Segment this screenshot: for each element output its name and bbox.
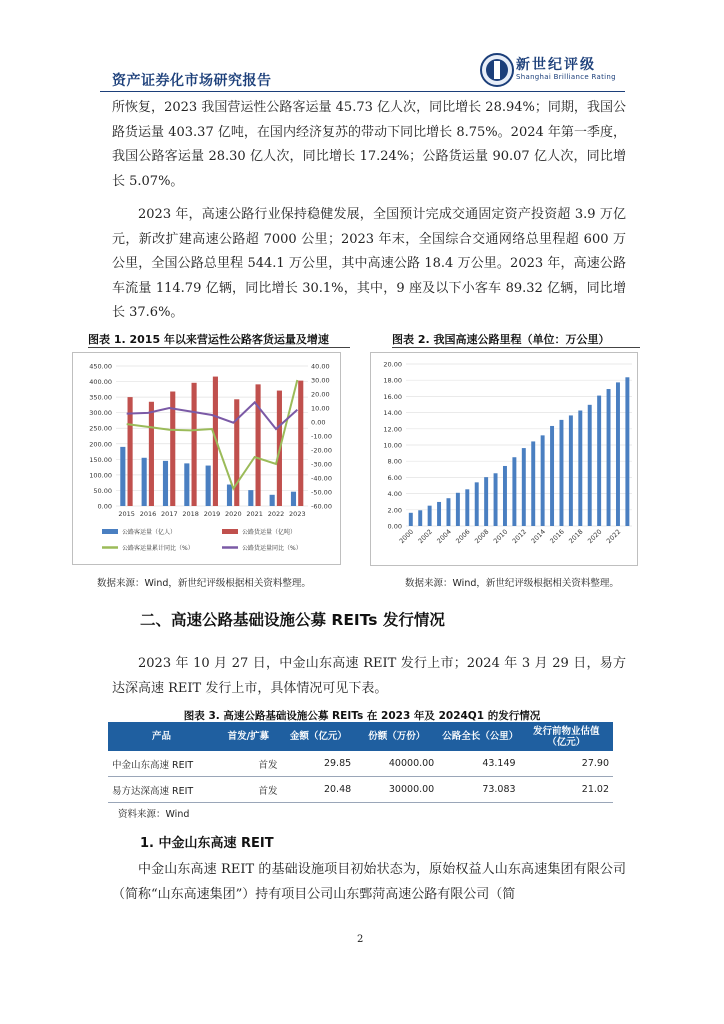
bar [437,502,441,526]
y-tick-label: 18.00 [383,376,402,385]
table-cell: 易方达深高速 REIT [108,777,215,803]
bar [227,485,232,506]
bar [597,396,601,526]
figure2-chart [370,352,638,566]
y2-tick-label: 20.00 [311,390,330,399]
y2-tick-label: -60.00 [311,502,332,511]
legend-label: 公路货运量（亿吨） [242,529,297,536]
x-tick-label: 2012 [510,527,529,546]
y-tick-label: 8.00 [387,457,402,466]
legend-swatch [222,529,238,534]
page-number: 2 [357,934,364,945]
bar [550,426,554,526]
x-tick-label: 2023 [289,510,306,518]
bar [409,513,413,526]
bar [270,495,275,506]
section-paragraph: 2023 年 10 月 27 日，中金山东高速 REIT 发行上市；2024 年 3 月 29 日，易方达深高速 REIT 发行上市，具体情况可见下表。 [112,656,626,696]
x-tick-label: 2017 [161,510,178,518]
x-tick-label: 2018 [182,510,199,518]
x-tick-label: 2020 [225,510,242,518]
table-title: 图表 3. 高速公路基础设施公募 REITs 在 2023 年及 2024Q1 的发行情况 [183,710,541,722]
figure1-chart [72,352,342,566]
y-tick-label: 6.00 [387,473,402,482]
bar [206,466,211,506]
figure1-title: 图表 1. 2015 年以来营运性公路客货运量及增速 [88,333,329,346]
y2-tick-label: -50.00 [311,488,332,497]
bar [291,492,296,506]
bar [625,377,629,526]
bar [142,458,147,506]
y-tick-label: 10.00 [383,441,402,450]
table-cell: 中金山东高速 REIT [108,751,215,777]
y-tick-label: 150.00 [89,455,112,464]
bar [503,466,507,526]
y-tick-label: 20.00 [383,360,402,369]
bar [475,482,479,526]
bar [163,461,168,506]
table-header-text: 发行前物业估值（亿元） [533,725,600,748]
bar [298,381,303,506]
y-tick-label: 4.00 [387,490,402,499]
y-tick-label: 100.00 [89,471,112,480]
bar [456,493,460,526]
y-tick-label: 2.00 [387,506,402,515]
table-header-text: 份额（万份） [368,731,426,742]
table-header [520,722,613,751]
table-row [108,751,613,777]
table-cell: 73.083 [438,777,519,803]
legend-label: 公路客运量累计同比（%） [122,545,194,552]
brand-name-cn: 新世纪评级 [516,57,596,73]
bar [192,383,197,506]
table-header-text: 公路全长（公里） [442,731,519,742]
paragraph-highway: 2023 年，高速公路行业保持稳健发展，全国预计完成交通固定资产投资超 3.9 万亿元，新改扩建高速公路超 7000 公里；2023 年末，全国综合交通网络总里程超 600 万公里，全国公路总里程 544.1 万公里，其中高速公路 18.4 万公里。2023 年，高速公路车流量 114.79 亿辆，同比增长 30.1%，其中，9 座及以下小客车 89.32 亿辆，同比增长 37.6%。 [112,207,626,320]
figure2-rule [392,347,640,348]
table-cell: 首发 [215,751,281,777]
table-cell: 30000.00 [355,777,438,803]
subsection-paragraph: 中金山东高速 REIT 的基础设施项目初始状态为，原始权益人山东高速集团有限公司（简称“山东高速集团”）持有项目公司山东鄄菏高速公路有限公司（简 [112,862,626,902]
table-cell: 20.48 [282,777,356,803]
table-header-text: 金额（亿元） [289,731,347,742]
x-tick-label: 2016 [548,527,566,546]
table-header [355,722,438,751]
x-tick-label: 2022 [267,510,285,518]
y-tick-label: 50.00 [93,486,112,495]
table-cell: 40000.00 [355,751,438,777]
bar [234,399,239,506]
bar [248,490,253,506]
paragraph-freight: 所恢复，2023 我国营运性公路客运量 45.73 亿人次，同比增长 28.94%；同期，我国公路货运量 403.37 亿吨，在国内经济复苏的带动下同比增长 8.75%。2024 年第一季度，我国公路客运量 28.30 亿人次，同比增长 17.24%；公路货运量 90.07 亿人次，同比增长 5.07%。 [112,100,626,189]
y-tick-label: 450.00 [89,362,112,371]
x-tick-label: 2019 [203,510,221,518]
table-row [108,777,613,803]
y2-tick-label: 0.00 [311,418,326,427]
y2-tick-label: 10.00 [311,404,330,413]
y-tick-label: 0.00 [387,522,402,531]
x-tick-label: 2000 [397,527,416,546]
bar [607,389,611,526]
x-tick-label: 2002 [416,527,434,546]
header-divider [100,91,625,92]
y-tick-label: 400.00 [89,378,112,387]
figure1-rule [88,347,350,348]
table-header-row [108,722,613,751]
bar [616,382,620,526]
bar [588,405,592,526]
bar [149,402,154,506]
x-tick-label: 2006 [454,527,472,546]
y-tick-label: 0.00 [97,502,112,511]
x-tick-label: 2014 [529,527,547,546]
legend-swatch [102,529,118,534]
x-tick-label: 2022 [604,527,623,546]
bar [446,498,450,526]
figure2-source: 数据来源：Wind，新世纪评级根据相关资料整理。 [405,578,619,589]
figure2-title: 图表 2. 我国高速公路里程（单位：万公里） [392,333,610,346]
y2-tick-label: -30.00 [311,460,332,469]
y-tick-label: 200.00 [89,440,112,449]
x-tick-label: 2008 [473,527,491,546]
y-tick-label: 14.00 [383,409,402,418]
bar [428,506,432,526]
table-source: 资料来源：Wind [118,809,190,820]
bar [541,435,545,526]
bar [256,384,261,506]
y2-tick-label: -10.00 [311,432,332,441]
y-tick-label: 12.00 [383,425,402,434]
x-tick-label: 2004 [435,527,453,546]
table-cell: 首发 [215,777,281,803]
bar [512,457,516,526]
bar [569,415,573,526]
x-tick-label: 2021 [246,510,263,518]
y2-tick-label: 30.00 [311,376,330,385]
table-cell: 21.02 [520,777,613,803]
brand-logo-icon [480,53,514,87]
bar [184,463,189,506]
y-tick-label: 16.00 [383,392,402,401]
table-cell: 27.90 [520,751,613,777]
x-tick-label: 2015 [118,510,135,518]
y2-tick-label: 40.00 [311,362,330,371]
legend-label: 公路客运量（亿人） [122,529,177,536]
y-tick-label: 250.00 [89,424,112,433]
legend-label: 公路货运量同比（%） [242,545,302,552]
brand-name-en: Shanghai Brilliance Rating [516,73,616,81]
table-cell: 43.149 [438,751,519,777]
bar [120,447,125,506]
bar [418,510,422,526]
y2-tick-label: -40.00 [311,474,332,483]
bar [484,477,488,526]
x-tick-label: 2020 [586,527,604,546]
report-title: 资产证券化市场研究报告 [112,73,272,89]
bar [559,420,563,526]
x-tick-label: 2018 [567,527,585,546]
y-tick-label: 350.00 [89,393,112,402]
y2-tick-label: -20.00 [311,446,332,455]
figure1-source: 数据来源：Wind，新世纪评级根据相关资料整理。 [97,578,311,589]
table-header: 产品 [108,722,215,751]
bar [578,410,582,526]
table-cell: 29.85 [282,751,356,777]
section-heading: 二、高速公路基础设施公募 REITs 发行情况 [140,611,445,629]
bar [465,489,469,526]
table-header [282,722,356,751]
issuance-table [108,722,613,803]
table-header: 首发/扩募 [215,722,281,751]
bar [494,473,498,526]
x-tick-label: 2010 [491,527,510,546]
y-tick-label: 300.00 [89,409,112,418]
subsection-heading: 1. 中金山东高速 REIT [140,836,274,851]
x-tick-label: 2016 [139,510,157,518]
bar [522,448,526,526]
table-header [438,722,519,751]
bar [531,441,535,526]
